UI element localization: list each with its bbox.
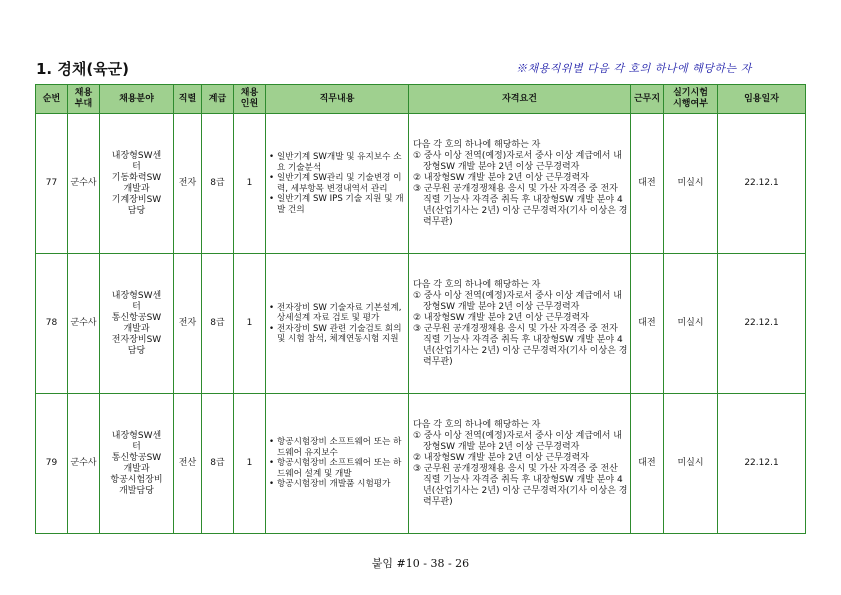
cell-requirements — [409, 394, 631, 534]
cell-location: 대전 — [631, 254, 664, 394]
duty-item: • 일반기계 SW IPS 기술 지원 및 개발 건의 — [277, 194, 406, 215]
duty-item: • 일반기계 SW관리 및 기술변경 이력, 세부항목 변경내역서 관리 — [277, 173, 406, 194]
cell-field: 내장형SW센 터 통신항공SW 개발과 항공시험장비 개발담당 — [100, 394, 174, 534]
cell-field: 내장형SW센 터 통신항공SW 개발과 전자장비SW 담당 — [100, 254, 174, 394]
selection-note: ※채용직위별 다음 각 호의 하나에 해당하는 자 — [516, 62, 752, 75]
duty-item: • 일반기계 SW개발 및 유지보수 소요 기술분석 — [277, 152, 406, 173]
cell-series: 전산 — [174, 394, 202, 534]
column-header: 순번 — [36, 85, 68, 114]
requirement-item: ① 중사 이상 전역(예정)자로서 중사 이상 계급에서 내장형SW 개발 분야 2년 이상 근무경력자 — [413, 290, 622, 312]
table-row — [36, 254, 806, 394]
column-header: 채용 부대 — [68, 85, 100, 114]
requirement-item: ① 중사 이상 전역(예정)자로서 중사 이상 계급에서 내장형SW 개발 분야 2년 이상 근무경력자 — [413, 150, 622, 172]
column-header: 직렬 — [174, 85, 202, 114]
requirement-heading: 다음 각 호의 하나에 해당하는 자 — [413, 279, 541, 290]
cell-unit: 군수사 — [68, 394, 100, 534]
cell-grade: 8급 — [202, 394, 234, 534]
cell-date: 22.12.1 — [718, 394, 806, 534]
table-row — [36, 114, 806, 254]
duty-item: • 항공시험장비 개발품 시험평가 — [277, 479, 406, 490]
cell-grade: 8급 — [202, 254, 234, 394]
column-header: 실기시험 시행여부 — [664, 85, 718, 114]
column-header: 근무지 — [631, 85, 664, 114]
recruitment-table — [35, 84, 806, 534]
column-header: 직무내용 — [266, 85, 409, 114]
cell-duties — [266, 114, 409, 254]
requirement-item: ② 내장형SW 개발 분야 2년 이상 근무경력자 — [413, 452, 589, 463]
cell-number: 79 — [36, 394, 68, 534]
cell-field: 내장형SW센 터 기동화력SW 개발과 기계장비SW 담당 — [100, 114, 174, 254]
cell-count: 1 — [234, 254, 266, 394]
cell-duties — [266, 254, 409, 394]
cell-location: 대전 — [631, 114, 664, 254]
requirement-item: ③ 군무원 공개경쟁채용 응시 및 가산 자격증 중 전산 직렬 기능사 자격증 취득 후 내장형SW 개발 분야 4년(산업기사는 2년) 이상 근무경력자(기사 이상은 경력무관) — [413, 463, 628, 507]
cell-duties — [266, 394, 409, 534]
table-header-row — [36, 85, 806, 114]
table-row — [36, 394, 806, 534]
requirement-item: ③ 군무원 공개경쟁채용 응시 및 가산 자격증 중 전자 직렬 기능사 자격증 취득 후 내장형SW 개발 분야 4년(산업기사는 2년) 이상 근무경력자(기사 이상은 경력무관) — [413, 323, 628, 367]
cell-number: 77 — [36, 114, 68, 254]
cell-requirements — [409, 114, 631, 254]
cell-exam: 미실시 — [664, 394, 718, 534]
cell-series: 전자 — [174, 254, 202, 394]
requirement-item: ① 중사 이상 전역(예정)자로서 중사 이상 계급에서 내장형SW 개발 분야 2년 이상 근무경력자 — [413, 430, 622, 452]
cell-number: 78 — [36, 254, 68, 394]
duty-item: • 항공시험장비 소프트웨어 또는 하드웨어 유지보수 — [277, 437, 406, 458]
page-title: 1. 경채(육군) — [36, 60, 130, 78]
duty-item: • 전자장비 SW 관련 기술검토 회의 및 시험 참석, 체계연동시험 지원 — [277, 324, 406, 345]
requirement-item: ③ 군무원 공개경쟁채용 응시 및 가산 자격증 중 전자 직렬 기능사 자격증 취득 후 내장형SW 개발 분야 4년(산업기사는 2년) 이상 근무경력자(기사 이상은 경력무관) — [413, 183, 628, 227]
page-footer: 붙임 #10 - 38 - 26 — [371, 557, 470, 570]
requirement-heading: 다음 각 호의 하나에 해당하는 자 — [413, 419, 541, 430]
cell-exam: 미실시 — [664, 254, 718, 394]
cell-date: 22.12.1 — [718, 254, 806, 394]
cell-location: 대전 — [631, 394, 664, 534]
duty-item: • 항공시험장비 소프트웨어 또는 하드웨어 설계 및 개발 — [277, 458, 406, 479]
column-header: 임용일자 — [718, 85, 806, 114]
cell-date: 22.12.1 — [718, 114, 806, 254]
column-header: 채용 인원 — [234, 85, 266, 114]
requirement-heading: 다음 각 호의 하나에 해당하는 자 — [413, 139, 541, 150]
cell-unit: 군수사 — [68, 254, 100, 394]
cell-series: 전자 — [174, 114, 202, 254]
column-header: 계급 — [202, 85, 234, 114]
duty-item: • 전자장비 SW 기술자료 기본설계, 상세설계 자료 검토 및 평가 — [277, 303, 406, 324]
column-header: 채용분야 — [100, 85, 174, 114]
cell-grade: 8급 — [202, 114, 234, 254]
cell-count: 1 — [234, 394, 266, 534]
column-header: 자격요건 — [409, 85, 631, 114]
cell-requirements — [409, 254, 631, 394]
cell-exam: 미실시 — [664, 114, 718, 254]
cell-unit: 군수사 — [68, 114, 100, 254]
cell-count: 1 — [234, 114, 266, 254]
requirement-item: ② 내장형SW 개발 분야 2년 이상 근무경력자 — [413, 172, 589, 183]
requirement-item: ② 내장형SW 개발 분야 2년 이상 근무경력자 — [413, 312, 589, 323]
